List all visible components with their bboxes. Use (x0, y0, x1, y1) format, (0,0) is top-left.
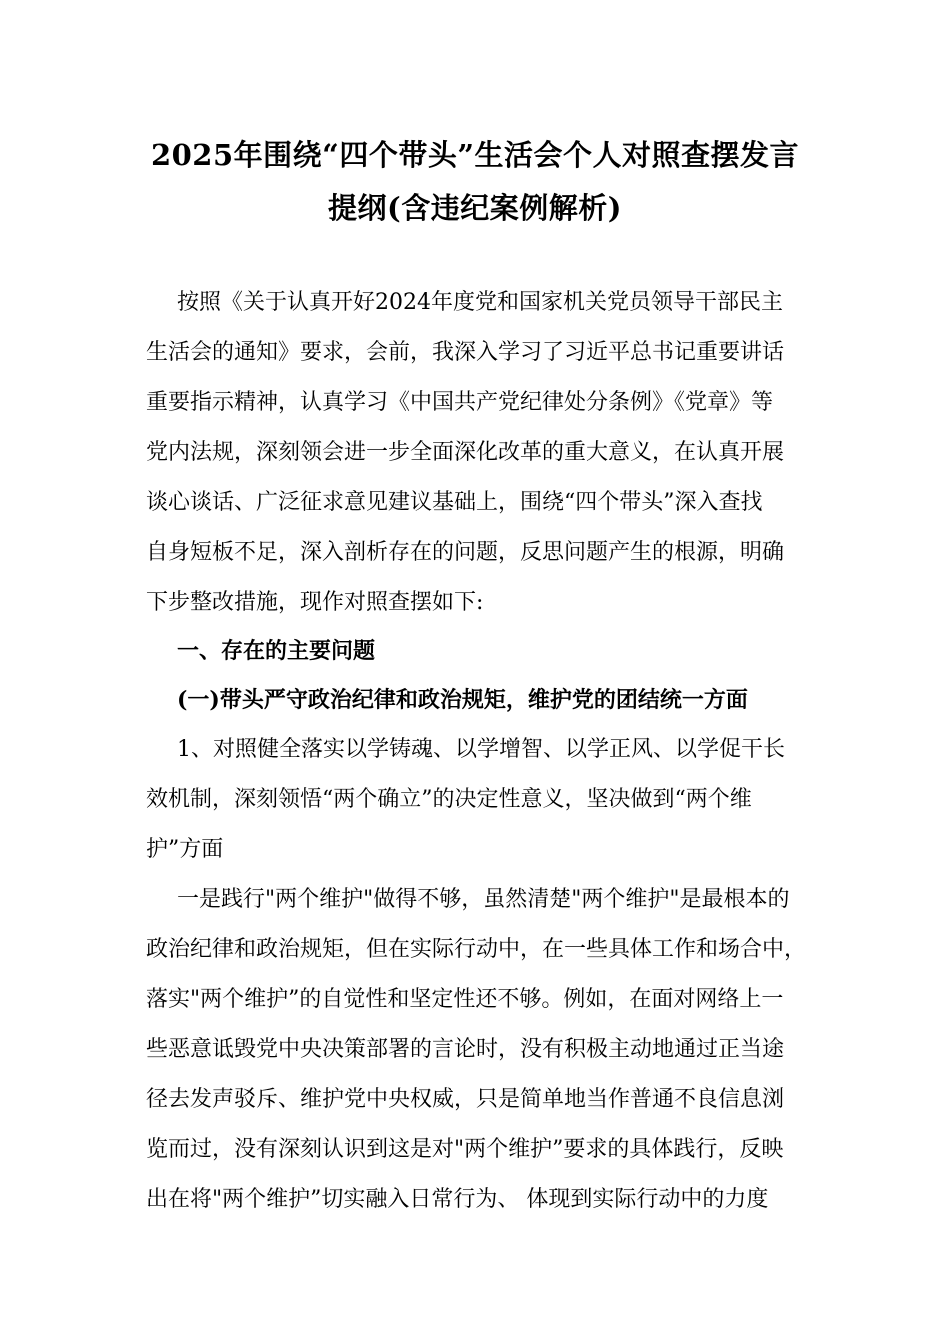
paragraph-line: 按照《关于认真开好2024年度党和国家机关党员领导干部民主 (177, 290, 783, 315)
paragraph-line: 览而过，没有深刻认识到这是对"两个维护”要求的具体践行，反映 (146, 1137, 784, 1162)
paragraph-line: 谈心谈话、广泛征求意见建议基础上，围绕“四个带头”深入查找 (146, 490, 763, 515)
paragraph-line: 1、对照健全落实以学铸魂、以学增智、以学正风、以学促干长 (177, 737, 785, 762)
document-title-line-1: 2025年围绕“四个带头”生活会个人对照查摆发言 (150, 138, 800, 172)
subsection-heading: (一)带头严守政治纪律和政治规矩，维护党的团结统一方面 (177, 687, 748, 713)
section-heading: 一、存在的主要问题 (177, 638, 376, 664)
document-title-line-2: 提纲(含违纪案例解析) (328, 191, 622, 225)
paragraph-line: 重要指示精神，认真学习《中国共产党纪律处分条例》《党章》等 (146, 390, 774, 415)
paragraph-line: 护”方面 (146, 837, 224, 862)
paragraph-line: 效机制，深刻领悟“两个确立”的决定性意义，坚决做到“两个维 (146, 787, 752, 812)
paragraph-line: 一是践行"两个维护"做得不够，虽然清楚"两个维护"是最根本的 (177, 887, 790, 912)
paragraph-line: 些恶意诋毁党中央决策部署的言论时，没有积极主动地通过正当途 (146, 1037, 785, 1062)
paragraph-line: 政治纪律和政治规矩，但在实际行动中，在一些具体工作和场合中， (146, 937, 807, 962)
paragraph-line: 出在将"两个维护”切实融入日常行为、 体现到实际行动中的力度 (146, 1187, 769, 1212)
paragraph-line: 下步整改措施，现作对照查摆如下: (146, 590, 484, 615)
paragraph-line: 自身短板不足，深入剖析存在的问题，反思问题产生的根源，明确 (146, 540, 785, 565)
paragraph-line: 生活会的通知》要求，会前，我深入学习了习近平总书记重要讲话 (146, 340, 785, 365)
paragraph-line: 党内法规，深刻领会进一步全面深化改革的重大意义，在认真开展 (146, 440, 785, 465)
paragraph-line: 落实"两个维护”的自觉性和坚定性还不够。例如，在面对网络上一 (146, 987, 784, 1012)
paragraph-line: 径去发声驳斥、维护党中央权威，只是简单地当作普通不良信息浏 (146, 1087, 785, 1112)
